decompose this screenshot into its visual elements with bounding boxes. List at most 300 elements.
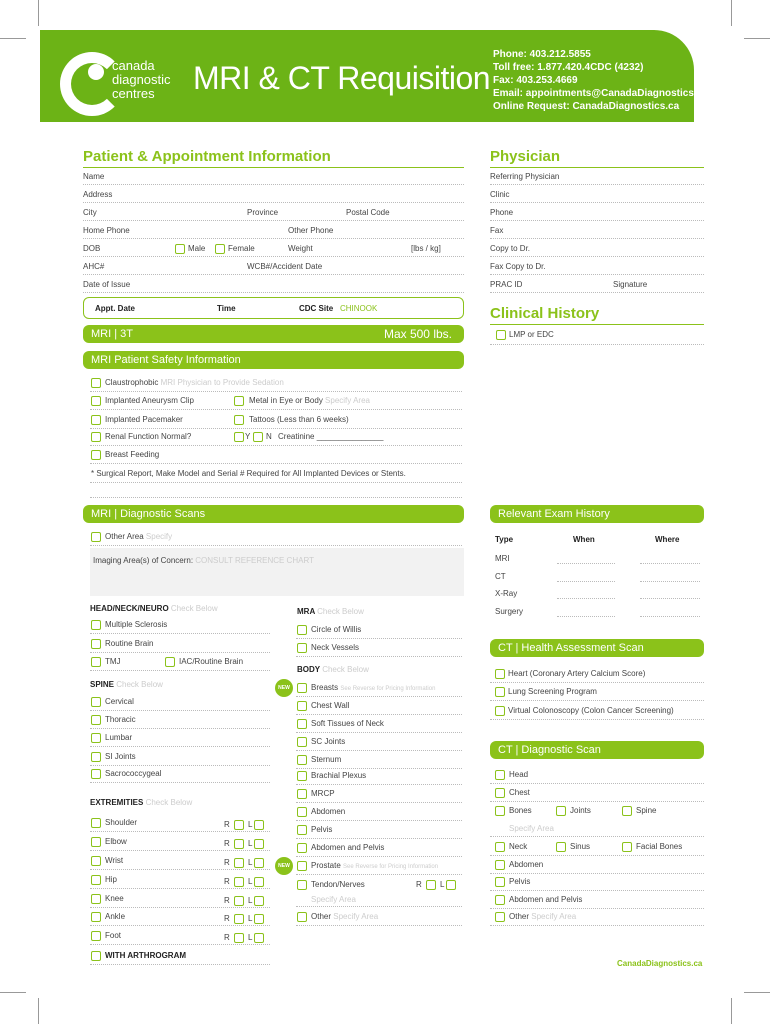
crop-mark <box>0 38 26 39</box>
ms-checkbox[interactable] <box>91 620 101 630</box>
row-line <box>296 638 462 639</box>
ct-neck-label: Neck <box>509 842 528 851</box>
ext-l-checkbox[interactable] <box>254 839 264 849</box>
ct-joints-checkbox[interactable] <box>556 806 566 816</box>
ext-check-hint: Check Below <box>145 798 193 807</box>
routine-brain-checkbox[interactable] <box>91 639 101 649</box>
row-line <box>90 463 462 464</box>
tmj-checkbox[interactable] <box>91 657 101 667</box>
row-line <box>90 869 270 870</box>
tendon-label: Tendon/Nerves <box>311 880 365 889</box>
cdc-site-label: CDC Site <box>299 304 334 313</box>
divider <box>490 324 704 325</box>
row-line <box>296 750 462 751</box>
ext-l-label: L <box>248 839 253 848</box>
body-other-text: Other <box>311 912 332 921</box>
body-checkbox[interactable] <box>297 719 307 729</box>
date-issue-label: Date of Issue <box>83 280 131 289</box>
prostate-hint: See Reverse for Pricing Information <box>343 864 439 870</box>
ext-r-checkbox[interactable] <box>234 896 244 906</box>
home-phone-label: Home Phone <box>83 226 130 235</box>
clinic-field[interactable] <box>490 202 704 203</box>
male-checkbox[interactable] <box>175 244 185 254</box>
row-line <box>296 856 462 857</box>
row-line <box>90 728 270 729</box>
ext-l-label: L <box>248 877 253 886</box>
row-line <box>490 783 704 784</box>
prostate-text: Prostate <box>311 861 341 870</box>
row-line <box>490 836 704 837</box>
sacrococcygeal-label: Sacrococcygeal <box>105 769 162 778</box>
extremities-title <box>90 798 192 807</box>
aneurysm-label: Implanted Aneurysm Clip <box>105 396 194 405</box>
renal-checkbox[interactable] <box>91 432 101 442</box>
cervical-label: Cervical <box>105 697 134 706</box>
cervical-checkbox[interactable] <box>91 697 101 707</box>
body-label: Pelvis <box>311 825 333 834</box>
new-badge-icon: NEW <box>275 857 293 875</box>
exam-where-field[interactable] <box>640 598 700 599</box>
crop-mark <box>744 38 770 39</box>
row-line <box>90 850 270 851</box>
breasts-text: Breasts <box>311 683 339 692</box>
ct-neck-checkbox[interactable] <box>495 842 505 852</box>
wcb-label: WCB#/Accident Date <box>247 262 323 271</box>
row-line <box>296 925 462 926</box>
ext-label: Shoulder <box>105 818 138 827</box>
appt-date-label: Appt. Date <box>95 304 135 313</box>
row-line <box>90 964 270 965</box>
patient-section-title: Patient & Appointment Information <box>83 148 331 165</box>
spine-check-hint: Check Below <box>116 680 163 689</box>
body-label: Brachial Plexus <box>311 771 367 780</box>
logo-text: diagnostic <box>112 72 171 87</box>
appt-time-label: Time <box>217 304 236 313</box>
physician-fax-field[interactable] <box>490 238 704 239</box>
other-area-checkbox[interactable] <box>91 532 101 542</box>
ext-r-checkbox[interactable] <box>234 877 244 887</box>
ct-specify-hint: Specify Area <box>509 824 554 833</box>
prostate-checkbox[interactable] <box>297 861 307 871</box>
ct-chest-label: Chest <box>509 788 530 797</box>
iac-checkbox[interactable] <box>165 657 175 667</box>
colonoscopy-checkbox[interactable] <box>495 706 505 716</box>
exam-when-field[interactable] <box>557 581 615 582</box>
neck-vessels-checkbox[interactable] <box>297 643 307 653</box>
ext-label: Hip <box>105 875 118 884</box>
ext-l-checkbox[interactable] <box>254 820 264 830</box>
contact-tollfree: Toll free: 1.877.420.4CDC (4232) <box>493 62 644 73</box>
mra-title <box>297 607 364 616</box>
ext-r-checkbox[interactable] <box>234 858 244 868</box>
sacrococcygeal-checkbox[interactable] <box>91 769 101 779</box>
ext-label: Elbow <box>105 837 127 846</box>
ext-label: Ankle <box>105 912 126 921</box>
appointment-box[interactable] <box>83 297 464 319</box>
row-line <box>490 925 704 926</box>
ct-facial-label: Facial Bones <box>636 842 683 851</box>
other-phone-label: Other Phone <box>288 226 334 235</box>
exam-where-field[interactable] <box>640 616 700 617</box>
date-issue-field[interactable] <box>83 292 464 293</box>
body-checkbox[interactable] <box>297 789 307 799</box>
metal-text: Metal in Eye or Body <box>249 396 323 405</box>
crop-mark <box>0 992 26 993</box>
ext-l-label: L <box>248 914 253 923</box>
body-checkbox[interactable] <box>297 825 307 835</box>
aneurysm-checkbox[interactable] <box>91 396 101 406</box>
contact-email: Email: appointments@CanadaDiagnostics.ca <box>493 88 708 99</box>
divider <box>490 167 704 168</box>
phone-field[interactable] <box>83 238 464 239</box>
row-line <box>490 700 704 701</box>
lung-checkbox[interactable] <box>495 687 505 697</box>
ct-head-label: Head <box>509 770 529 779</box>
ext-l-checkbox[interactable] <box>254 914 264 924</box>
row-line <box>90 482 462 483</box>
row-line <box>296 838 462 839</box>
other-area-label <box>105 532 172 541</box>
ct-other-label <box>509 912 576 921</box>
ext-l-checkbox[interactable] <box>254 896 264 906</box>
row-line <box>296 802 462 803</box>
body-other-checkbox[interactable] <box>297 912 307 922</box>
crop-mark <box>731 0 732 26</box>
crop-mark <box>38 0 39 26</box>
ext-checkbox[interactable] <box>91 912 101 922</box>
si-joints-label: SI Joints <box>105 752 136 761</box>
body-label: Abdomen <box>311 807 346 816</box>
ext-checkbox[interactable] <box>91 894 101 904</box>
body-checkbox[interactable] <box>297 771 307 781</box>
ext-r-checkbox[interactable] <box>234 933 244 943</box>
row-line <box>296 784 462 785</box>
ext-r-checkbox[interactable] <box>234 820 244 830</box>
exam-col-where: Where <box>655 535 680 544</box>
exam-row-type: MRI <box>495 554 510 563</box>
pacemaker-label: Implanted Pacemaker <box>105 415 183 424</box>
mri-scans-title-bar: MRI | Diagnostic Scans <box>83 505 464 523</box>
ct-abdomen-label: Abdomen <box>509 860 544 869</box>
ext-r-checkbox[interactable] <box>234 839 244 849</box>
head-neck-title <box>90 604 218 613</box>
claustrophobic-hint: MRI Physician to Provide Sedation <box>160 378 284 387</box>
body-label: Chest Wall <box>311 701 350 710</box>
new-badge-icon: NEW <box>275 679 293 697</box>
ext-l-label: L <box>248 820 253 829</box>
exam-row-type: X-Ray <box>495 589 518 598</box>
lmp-checkbox[interactable] <box>496 330 506 340</box>
weight-label: Weight <box>288 244 313 253</box>
arthrogram-checkbox[interactable] <box>91 951 101 961</box>
tendon-l-label: L <box>440 880 445 889</box>
row-line <box>296 656 462 657</box>
neck-vessels-label: Neck Vessels <box>311 643 360 652</box>
body-checkbox[interactable] <box>297 807 307 817</box>
lmp-label: LMP or EDC <box>509 330 554 339</box>
breasts-hint: See Reverse for Pricing Information <box>340 686 436 692</box>
ext-r-checkbox[interactable] <box>234 914 244 924</box>
clinic-label: Clinic <box>490 190 510 199</box>
spine-title <box>90 680 163 689</box>
weight-unit: [lbs / kg] <box>411 244 441 253</box>
row-line <box>90 670 270 671</box>
mri-3t-bar <box>83 325 464 343</box>
row-line <box>90 782 270 783</box>
cdc-site-value: CHINOOK <box>340 304 378 313</box>
surgical-note: * Surgical Report, Make Model and Serial # Required for All Implanted Devices or Stents. <box>91 469 406 478</box>
prostate-label <box>311 861 438 870</box>
ct-other-text: Other <box>509 912 530 921</box>
ext-checkbox[interactable] <box>91 818 101 828</box>
body-title <box>297 665 369 674</box>
renal-label: Renal Function Normal? <box>105 432 192 441</box>
metal-checkbox[interactable] <box>234 396 244 406</box>
ct-pelvis-checkbox[interactable] <box>495 877 505 887</box>
ext-r-label: R <box>224 896 230 905</box>
lumbar-label: Lumbar <box>105 733 133 742</box>
tmj-label: TMJ <box>105 657 121 666</box>
ahc-field[interactable] <box>83 274 464 275</box>
breast-feeding-checkbox[interactable] <box>91 450 101 460</box>
row-line <box>90 710 270 711</box>
referring-physician-label: Referring Physician <box>490 172 560 181</box>
ct-abdomen-checkbox[interactable] <box>495 860 505 870</box>
logo-text: centres <box>112 86 155 101</box>
body-label: Soft Tissues of Neck <box>311 719 384 728</box>
row-line <box>90 545 462 546</box>
tendon-l-checkbox[interactable] <box>446 880 456 890</box>
imaging-label <box>93 556 314 565</box>
crop-mark <box>744 992 770 993</box>
exam-row-type: Surgery <box>495 607 524 616</box>
row-line <box>296 696 462 697</box>
ct-bones-label: Bones <box>509 806 532 815</box>
spine-text: SPINE <box>90 680 115 689</box>
body-text: BODY <box>297 665 320 674</box>
ext-label: Wrist <box>105 856 124 865</box>
ct-abd-pelvis-label: Abdomen and Pelvis <box>509 895 583 904</box>
clinical-history-title: Clinical History <box>490 305 600 322</box>
name-label: Name <box>83 172 105 181</box>
head-check-hint: Check Below <box>170 604 218 613</box>
ahc-label: AHC# <box>83 262 105 271</box>
row-line <box>296 768 462 769</box>
breasts-label <box>311 683 435 692</box>
exam-when-field[interactable] <box>557 598 615 599</box>
female-label: Female <box>228 244 255 253</box>
exam-when-field[interactable] <box>557 563 615 564</box>
row-line <box>90 746 270 747</box>
ext-r-label: R <box>224 877 230 886</box>
city-label: City <box>83 208 97 217</box>
lung-label: Lung Screening Program <box>508 687 597 696</box>
creatinine-label: Creatinine _______________ <box>278 432 384 441</box>
imaging-hint: CONSULT REFERENCE CHART <box>195 556 314 565</box>
head-neck-text: HEAD/NECK/NEURO <box>90 604 169 613</box>
ct-bones-checkbox[interactable] <box>495 806 505 816</box>
circle-willis-label: Circle of Willis <box>311 625 362 634</box>
body-checkbox[interactable] <box>297 701 307 711</box>
exam-row-type: CT <box>495 572 506 581</box>
crop-mark <box>731 998 732 1024</box>
routine-brain-label: Routine Brain <box>105 639 154 648</box>
other-area-hint: Specify <box>145 532 173 541</box>
exam-where-field[interactable] <box>640 563 700 564</box>
ct-other-checkbox[interactable] <box>495 912 505 922</box>
postal-label: Postal Code <box>346 208 390 217</box>
body-checkbox[interactable] <box>297 755 307 765</box>
ext-l-label: L <box>248 933 253 942</box>
physician-phone-field[interactable] <box>490 220 704 221</box>
thoracic-checkbox[interactable] <box>91 715 101 725</box>
renal-yes-checkbox[interactable] <box>234 432 244 442</box>
exam-col-when: When <box>573 535 595 544</box>
ext-l-checkbox[interactable] <box>254 933 264 943</box>
footer-website[interactable]: CanadaDiagnostics.ca <box>617 959 703 968</box>
arthrogram-label: WITH ARTHROGRAM <box>105 951 187 960</box>
renal-no-checkbox[interactable] <box>253 432 263 442</box>
physician-fax-label: Fax <box>490 226 504 235</box>
contact-online: Online Request: CanadaDiagnostics.ca <box>493 101 680 112</box>
circle-willis-checkbox[interactable] <box>297 625 307 635</box>
dob-label: DOB <box>83 244 101 253</box>
row-line <box>90 445 462 446</box>
tendon-specify-hint: Specify Area <box>311 895 356 904</box>
claustrophobic-checkbox[interactable] <box>91 378 101 388</box>
row-line <box>90 907 270 908</box>
body-other-hint: Specify Area <box>333 912 379 921</box>
row-line <box>90 925 270 926</box>
heart-checkbox[interactable] <box>495 669 505 679</box>
lumbar-checkbox[interactable] <box>91 733 101 743</box>
ct-abd-pelvis-checkbox[interactable] <box>495 895 505 905</box>
exam-when-field[interactable] <box>557 616 615 617</box>
mra-text: MRA <box>297 607 315 616</box>
body-checkbox[interactable] <box>297 737 307 747</box>
clinical-line[interactable] <box>490 344 704 345</box>
row-line <box>90 944 270 945</box>
ct-joints-label: Joints <box>570 806 591 815</box>
ext-checkbox[interactable] <box>91 837 101 847</box>
copy-to-field[interactable] <box>490 256 704 257</box>
prac-id-label: PRAC ID <box>490 280 523 289</box>
claustrophobic-text: Claustrophobic <box>105 378 159 387</box>
row-line <box>296 874 462 875</box>
max-weight-label: Max 500 lbs. <box>383 327 452 341</box>
row-line <box>296 906 462 907</box>
male-label: Male <box>188 244 206 253</box>
exam-where-field[interactable] <box>640 581 700 582</box>
ext-l-label: L <box>248 858 253 867</box>
tendon-checkbox[interactable] <box>297 880 307 890</box>
imaging-text: Imaging Area(s) of Concern: <box>93 556 194 565</box>
ext-checkbox[interactable] <box>91 931 101 941</box>
other-area-text: Other Area <box>105 532 144 541</box>
divider <box>83 167 464 168</box>
safety-title-bar: MRI Patient Safety Information <box>83 351 464 369</box>
si-joints-checkbox[interactable] <box>91 752 101 762</box>
ext-l-label: L <box>248 896 253 905</box>
ext-checkbox[interactable] <box>91 856 101 866</box>
ct-chest-checkbox[interactable] <box>495 788 505 798</box>
breasts-checkbox[interactable] <box>297 683 307 693</box>
ext-label: Foot <box>105 931 122 940</box>
page-title: MRI & CT Requisition <box>193 60 491 96</box>
row-line <box>90 888 270 889</box>
ext-l-checkbox[interactable] <box>254 877 264 887</box>
ct-other-hint: Specify Area <box>531 912 577 921</box>
ext-r-label: R <box>224 933 230 942</box>
row-line <box>90 652 270 653</box>
name-field[interactable] <box>83 184 464 185</box>
row-line <box>490 855 704 856</box>
ct-head-checkbox[interactable] <box>495 770 505 780</box>
ext-r-label: R <box>224 914 230 923</box>
ext-r-label: R <box>224 839 230 848</box>
row-line <box>490 890 704 891</box>
contact-fax: Fax: 403.253.4669 <box>493 75 578 86</box>
body-label: MRCP <box>311 789 335 798</box>
row-line <box>490 682 704 683</box>
crop-mark <box>38 998 39 1024</box>
ct-facial-checkbox[interactable] <box>622 842 632 852</box>
renal-no-label: N <box>266 432 272 441</box>
fax-copy-label: Fax Copy to Dr. <box>490 262 546 271</box>
female-checkbox[interactable] <box>215 244 225 254</box>
exam-col-type: Type <box>495 535 514 544</box>
row-line <box>90 765 270 766</box>
ct-health-title-bar: CT | Health Assessment Scan <box>490 639 704 657</box>
ct-sinus-label: Sinus <box>570 842 591 851</box>
ext-l-checkbox[interactable] <box>254 858 264 868</box>
ct-spine-checkbox[interactable] <box>622 806 632 816</box>
address-field[interactable] <box>83 202 464 203</box>
row-line <box>90 409 462 410</box>
body-label: Abdomen and Pelvis <box>311 843 385 852</box>
ct-diag-title-bar: CT | Diagnostic Scan <box>490 741 704 759</box>
row-line <box>296 820 462 821</box>
signature-label: Signature <box>613 280 648 289</box>
tendon-r-checkbox[interactable] <box>426 880 436 890</box>
body-checkbox[interactable] <box>297 843 307 853</box>
prac-id-field[interactable] <box>490 292 704 293</box>
body-check-hint: Check Below <box>322 665 369 674</box>
row-line <box>90 831 270 832</box>
colonoscopy-label: Virtual Colonoscopy (Colon Cancer Screening) <box>508 706 674 715</box>
ext-label: Knee <box>105 894 124 903</box>
row-line <box>296 714 462 715</box>
metal-hint: Specify Area <box>325 396 370 405</box>
ext-checkbox[interactable] <box>91 875 101 885</box>
referring-physician-field[interactable] <box>490 184 704 185</box>
ct-sinus-checkbox[interactable] <box>556 842 566 852</box>
city-field[interactable] <box>83 220 464 221</box>
tattoos-checkbox[interactable] <box>234 415 244 425</box>
heart-label: Heart (Coronary Artery Calcium Score) <box>508 669 646 678</box>
logo-text: canada <box>112 58 155 73</box>
dob-field[interactable] <box>83 256 464 257</box>
thoracic-label: Thoracic <box>105 715 136 724</box>
mra-check-hint: Check Below <box>317 607 364 616</box>
mri-3t-label: MRI | 3T <box>91 328 133 340</box>
body-other-label <box>311 912 378 921</box>
row-line <box>90 497 462 498</box>
pacemaker-checkbox[interactable] <box>91 415 101 425</box>
row-line <box>490 801 704 802</box>
row-line <box>90 391 462 392</box>
fax-copy-field[interactable] <box>490 274 704 275</box>
